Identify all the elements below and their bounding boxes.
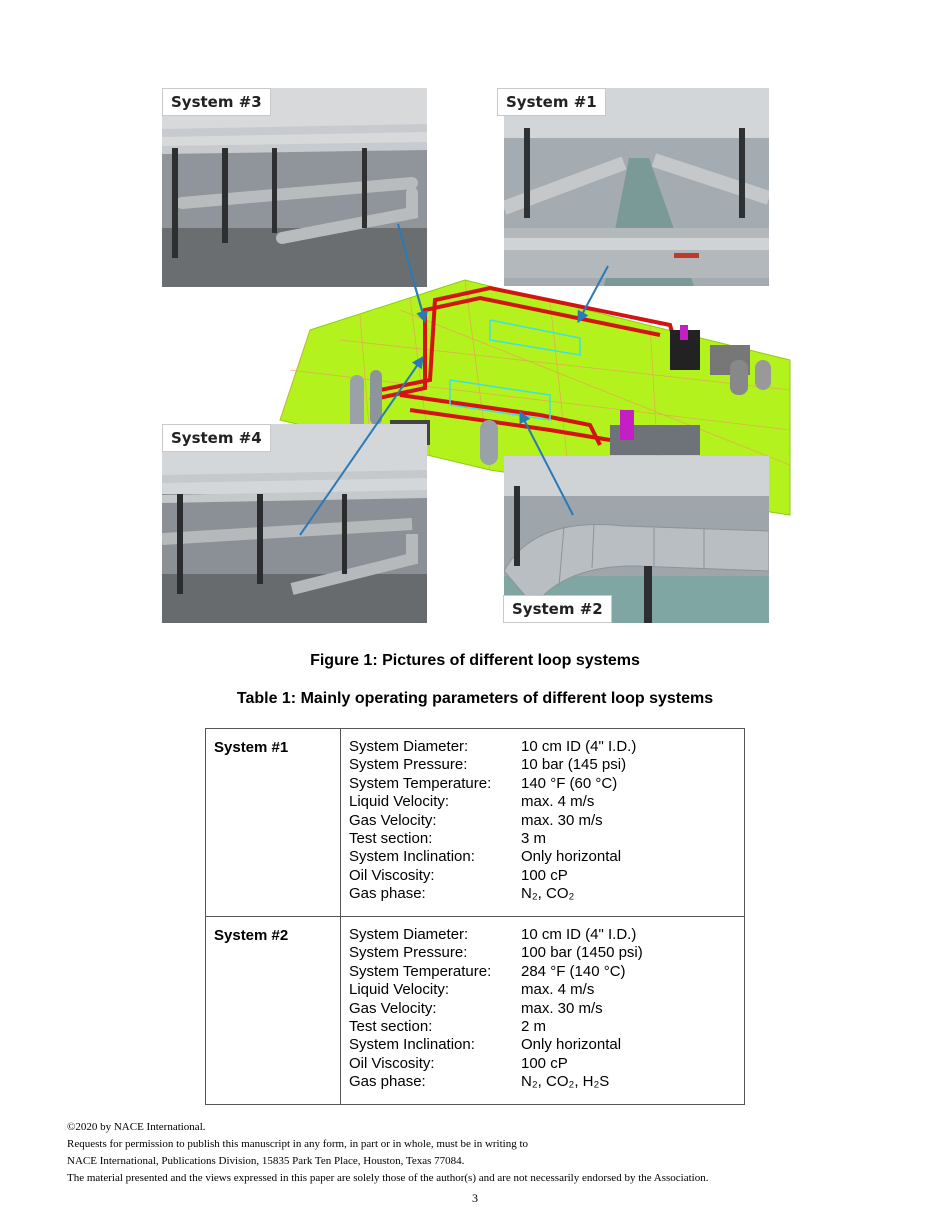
param-row: System Temperature: 284 °F (140 °C) — [349, 962, 626, 980]
param-row: System Pressure: 10 bar (145 psi) — [349, 756, 627, 774]
param-row: System Inclination: Only horizontal — [349, 848, 622, 866]
param-row: Gas phase: N₂, CO₂ — [349, 885, 575, 903]
param-row: Liquid Velocity: max. 4 m/s — [349, 981, 595, 999]
label-system-1: System #1 — [497, 88, 606, 116]
parameters-table — [205, 728, 745, 1105]
param-row: Oil Viscosity: 100 cP — [349, 1054, 568, 1072]
param-row: Gas Velocity: max. 30 m/s — [349, 999, 603, 1017]
param-row: System Diameter: 10 cm ID (4" I.D.) — [349, 738, 637, 755]
param-row: Gas Velocity: max. 30 m/s — [349, 811, 603, 829]
table-row-system-2 — [206, 917, 745, 1105]
disclaimer-line: The material presented and the views expressed in this paper are solely those of the author(s) and are not necessarily endorsed by the Association. — [67, 1172, 709, 1184]
table-row-system-1 — [206, 729, 745, 917]
permission-line: Requests for permission to publish this manuscript in any form, in part or in whole, must be in writing to — [67, 1138, 529, 1150]
param-row: Test section: 3 m — [349, 829, 547, 847]
label-system-3: System #3 — [162, 88, 271, 116]
param-row: Oil Viscosity: 100 cP — [349, 866, 568, 884]
param-row: System Diameter: 10 cm ID (4" I.D.) — [349, 926, 637, 943]
param-row: System Temperature: 140 °F (60 °C) — [349, 774, 618, 792]
param-row: Test section: 2 m — [349, 1017, 547, 1035]
parameter-list — [341, 729, 745, 917]
param-row: Liquid Velocity: max. 4 m/s — [349, 793, 595, 811]
table-caption: Table 1: Mainly operating parameters of different loop systems — [236, 690, 714, 707]
label-system-4: System #4 — [162, 424, 271, 452]
system-name-cell: System #1 — [206, 729, 341, 917]
page-number: 3 — [472, 1191, 478, 1205]
param-row: System Inclination: Only horizontal — [349, 1036, 622, 1054]
copyright-line: ©2020 by NACE International. — [67, 1121, 206, 1133]
address-line: NACE International, Publications Division, 15835 Park Ten Place, Houston, Texas 77084. — [67, 1155, 465, 1167]
label-system-2: System #2 — [503, 595, 612, 623]
system-name-cell: System #2 — [206, 917, 341, 1105]
param-row: Gas phase: N₂, CO₂, H₂S — [349, 1073, 610, 1091]
parameter-list — [341, 917, 745, 1105]
figure-caption: Figure 1: Pictures of different loop systems — [310, 652, 640, 669]
param-row: System Pressure: 100 bar (1450 psi) — [349, 944, 643, 962]
